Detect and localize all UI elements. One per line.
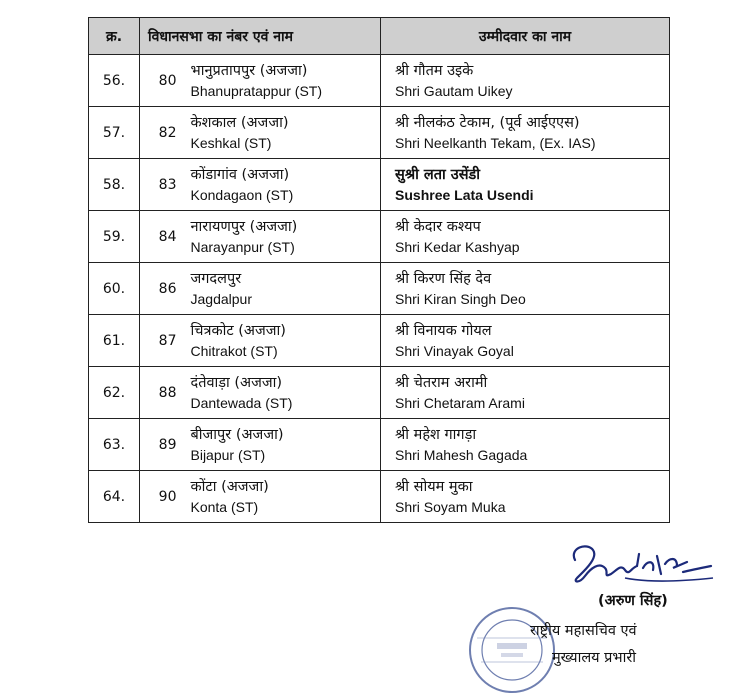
candidate-name <box>381 315 670 367</box>
constituency-name <box>183 419 381 471</box>
constituency-number: 84 <box>140 211 183 263</box>
constituency-name <box>183 263 381 315</box>
candidate-name-english: Shri Gautam Uikey <box>395 82 513 99</box>
candidate-name-english: Shri Mahesh Gagada <box>395 446 528 463</box>
table-row <box>89 107 670 159</box>
constituency-name-hindi: दंतेवाड़ा (अजजा) <box>190 374 283 391</box>
candidate-name-hindi: श्री नीलकंठ टेकाम, (पूर्व आईएएस) <box>395 114 580 131</box>
serial-number: 63. <box>89 419 140 471</box>
constituency-name <box>183 159 381 211</box>
table-row <box>89 263 670 315</box>
constituency-number: 89 <box>140 419 183 471</box>
table-row <box>89 211 670 263</box>
constituency-name-hindi: जगदलपुर <box>190 270 242 287</box>
signature-scribble <box>565 538 715 593</box>
candidate-name-hindi: श्री किरण सिंह देव <box>395 270 492 287</box>
serial-number: 60. <box>89 263 140 315</box>
constituency-name-english: Bijapur (ST) <box>190 446 266 463</box>
constituency-name-hindi: कोंडागांव (अजजा) <box>190 166 290 183</box>
serial-number: 59. <box>89 211 140 263</box>
candidate-name-english: Shri Neelkanth Tekam, (Ex. IAS) <box>395 134 596 151</box>
candidate-name <box>381 471 670 523</box>
constituency-name-english: Kondagaon (ST) <box>190 186 294 203</box>
constituency-name-english: Bhanupratappur (ST) <box>190 82 323 99</box>
candidate-name <box>381 367 670 419</box>
candidate-name-hindi: सुश्री लता उसेंडी <box>395 166 481 183</box>
candidate-name-english: Sushree Lata Usendi <box>395 186 534 203</box>
candidate-name <box>381 211 670 263</box>
constituency-number: 86 <box>140 263 183 315</box>
signatory-designation-line2: मुख्यालय प्रभारी <box>552 650 637 666</box>
candidate-name-english: Shri Soyam Muka <box>395 498 506 515</box>
constituency-name-hindi: कोंटा (अजजा) <box>190 478 269 495</box>
constituency-name-english: Narayanpur (ST) <box>190 238 295 255</box>
candidate-name-english: Shri Vinayak Goyal <box>395 342 514 359</box>
candidate-name-hindi: श्री महेश गागड़ा <box>395 426 477 443</box>
candidate-name-hindi: श्री गौतम उइके <box>395 62 474 79</box>
constituency-name <box>183 55 381 107</box>
candidate-name <box>381 419 670 471</box>
constituency-name-english: Dantewada (ST) <box>190 394 293 411</box>
serial-number: 64. <box>89 471 140 523</box>
table-row <box>89 159 670 211</box>
candidate-name-hindi: श्री केदार कश्यप <box>395 218 481 235</box>
candidate-name-hindi: श्री विनायक गोयल <box>395 322 492 339</box>
constituency-name-hindi: केशकाल (अजजा) <box>190 114 289 131</box>
candidate-name-english: Shri Chetaram Arami <box>395 394 525 411</box>
table-row <box>89 419 670 471</box>
candidate-name-english: Shri Kiran Singh Deo <box>395 290 526 307</box>
header-candidate: उम्मीदवार का नाम <box>381 18 670 55</box>
constituency-name <box>183 315 381 367</box>
candidate-name-hindi: श्री चेतराम अरामी <box>395 374 488 391</box>
table-row <box>89 367 670 419</box>
serial-number: 62. <box>89 367 140 419</box>
constituency-name-english: Chitrakot (ST) <box>190 342 278 359</box>
constituency-name-english: Jagdalpur <box>190 290 252 307</box>
serial-number: 57. <box>89 107 140 159</box>
serial-number: 61. <box>89 315 140 367</box>
constituency-name-hindi: भानुप्रतापपुर (अजजा) <box>190 62 308 79</box>
signatory-name: (अरुण सिंह) <box>598 593 668 609</box>
candidate-name-hindi: श्री सोयम मुका <box>395 478 473 495</box>
header-sn: क्र. <box>89 18 140 55</box>
constituency-number: 82 <box>140 107 183 159</box>
constituency-name <box>183 367 381 419</box>
constituency-name-english: Keshkal (ST) <box>190 134 272 151</box>
constituency-number: 90 <box>140 471 183 523</box>
constituency-number: 83 <box>140 159 183 211</box>
constituency-name-hindi: बीजापुर (अजजा) <box>190 426 284 443</box>
candidate-name <box>381 263 670 315</box>
candidate-name-english: Shri Kedar Kashyap <box>395 238 520 255</box>
constituency-number: 87 <box>140 315 183 367</box>
serial-number: 58. <box>89 159 140 211</box>
constituency-number: 80 <box>140 55 183 107</box>
signatory-designation-line1: राष्ट्रीय महासचिव एवं <box>530 623 637 639</box>
office-seal <box>467 598 557 698</box>
table-header-row <box>89 18 670 55</box>
constituency-name-hindi: चित्रकोट (अजजा) <box>190 322 286 339</box>
constituency-name-hindi: नारायणपुर (अजजा) <box>190 218 298 235</box>
constituency-name <box>183 471 381 523</box>
table-row <box>89 471 670 523</box>
candidate-name <box>381 159 670 211</box>
serial-number: 56. <box>89 55 140 107</box>
constituency-number: 88 <box>140 367 183 419</box>
table-row <box>89 315 670 367</box>
candidate-name <box>381 107 670 159</box>
constituency-name <box>183 211 381 263</box>
candidate-table <box>88 17 670 523</box>
table-row <box>89 55 670 107</box>
constituency-name-english: Konta (ST) <box>190 498 259 515</box>
candidate-name <box>381 55 670 107</box>
header-constituency: विधानसभा का नंबर एवं नाम <box>140 18 381 55</box>
constituency-name <box>183 107 381 159</box>
